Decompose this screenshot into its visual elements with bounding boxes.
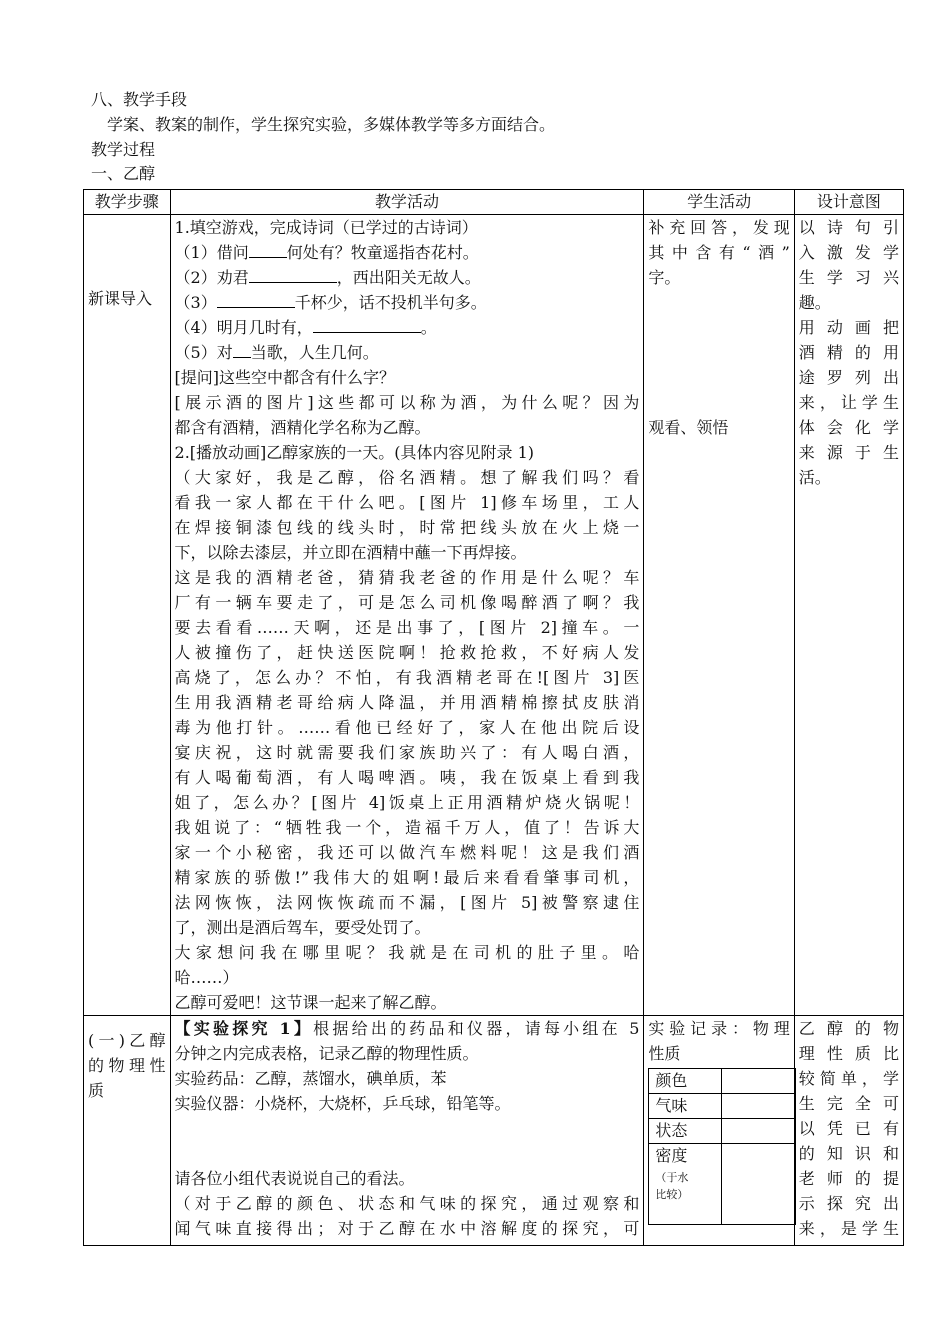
story-line: 大家想问我在哪里呢？我就是在司机的肚子里。哈 (174, 943, 640, 962)
story-line: 姐了，怎么办？[图片 4]饭桌上正用酒精炉烧火锅呢！ (174, 793, 640, 812)
student-line: 观看、领悟 (648, 418, 729, 437)
story-line: 要去看看……天啊，还是出事了，[图片 2]撞车。一 (174, 618, 640, 637)
intent-line: 趣。 (798, 293, 831, 312)
story-line: 宴庆祝，这时就需要我们家族助兴了：有人喝白酒， (174, 743, 640, 762)
activity-line: 2.[播放动画]乙醇家族的一天。(具体内容见附录 1) (174, 443, 535, 462)
student-line: 性质 (648, 1044, 681, 1063)
record-label: 状态 (649, 1119, 722, 1144)
record-value[interactable] (722, 1094, 796, 1119)
intent-line: 以凭已有 (798, 1119, 899, 1138)
story-line: 人被撞伤了，赶快送医院啊！抢救抢救，不好病人发 (174, 643, 640, 662)
activity-cell (170, 1016, 644, 1246)
activity-line: [展示酒的图片]这些都可以称为酒，为什么呢？因为 (174, 393, 640, 412)
record-value[interactable] (722, 1119, 796, 1144)
activity-cell (170, 215, 644, 1016)
activity-line: （对于乙醇的颜色、状态和气味的探究，通过观察和 (174, 1194, 640, 1213)
fill-blank (249, 265, 337, 283)
table-row-intro (84, 215, 904, 1016)
story-line: 高烧了，怎么办？不怕，有我酒精老哥在![图片 3]医 (174, 668, 640, 687)
story-line: 我姐说了：“牺牲我一个，造福千万人，值了！告诉大 (174, 818, 640, 837)
activity-line: 乙醇可爱吧！这节课一起来了解乙醇。 (174, 993, 447, 1012)
story-line: 生用我酒精老哥给病人降温，并用酒精棉擦拭皮肤消 (174, 693, 640, 712)
record-row (649, 1094, 796, 1119)
lesson-plan-table (83, 189, 904, 1246)
density-note: 比较） (655, 1188, 689, 1201)
record-row (649, 1069, 796, 1094)
story-line: 看我一家人都在干什么吧。[图片 1]修车场里，工人 (174, 493, 640, 512)
intent-line: 老师的提 (798, 1169, 899, 1188)
story-line: 哈……） (174, 968, 239, 987)
intent-line: 生学习兴 (798, 268, 899, 287)
record-value[interactable] (722, 1144, 796, 1225)
intent-cell (794, 215, 903, 1016)
step-cell (84, 1016, 171, 1246)
step-label-line: 的物理性 (88, 1056, 166, 1075)
activity-line: 闻气味直接得出；对于乙醇在水中溶解度的探究，可 (174, 1219, 640, 1238)
story-line: 在焊接铜漆包线的线头时，时常把线头放在火上烧一 (174, 518, 640, 537)
intent-line: 来源于生 (798, 443, 899, 462)
intent-line: 来，是学生 (798, 1219, 899, 1238)
story-line: 这是我的酒精老爸，猜猜我老爸的作用是什么呢？车 (174, 568, 640, 587)
record-label: 密度 （于水 比较） (649, 1144, 722, 1225)
story-line: （大家好，我是乙醇，俗名酒精。想了解我们吗？看 (174, 468, 640, 487)
record-row (649, 1119, 796, 1144)
poem-question-1: （1）借问 何处有？牧童遥指杏花村。 (175, 240, 640, 265)
poem-question-5: （5）对 当歌，人生几何。 (175, 340, 640, 365)
intent-line: 用动画把 (798, 318, 899, 337)
story-line: 下，以除去漆层，并立即在酒精中蘸一下再焊接。 (174, 543, 527, 562)
section-ethanol-title: 一、乙醇 (91, 164, 156, 183)
activity-line: 都含有酒精，酒精化学名称为乙醇。 (174, 418, 431, 437)
student-cell (644, 215, 794, 1016)
section-heading-teaching-means: 八、教学手段 (91, 90, 188, 109)
student-cell (644, 1016, 794, 1246)
record-label: 颜色 (649, 1069, 722, 1094)
fill-blank (233, 340, 251, 358)
fill-blank (217, 290, 295, 308)
header-intent: 设计意图 (794, 190, 903, 215)
step-label-line: (一)乙醇 (88, 1031, 166, 1050)
intent-line: 途罗列出 (798, 368, 899, 387)
student-line: 其中含有“酒” (648, 243, 790, 262)
intent-line: 以诗句引 (798, 218, 899, 237)
intent-line: 较简单，学 (798, 1069, 899, 1088)
intent-line: 生完全可 (798, 1094, 899, 1113)
student-line: 补充回答，发现 (648, 218, 790, 237)
activity-line: 请各位小组代表说说自己的看法。 (174, 1169, 415, 1188)
intent-line: 入激发学 (798, 243, 899, 262)
step-label: 新课导入 (88, 289, 153, 308)
intent-line: 理性质比 (798, 1044, 899, 1063)
teaching-means-text: 学案、教案的制作，学生探究实验，多媒体教学等多方面结合。 (107, 115, 556, 134)
intent-line: 的知识和 (798, 1144, 899, 1163)
intent-line: 乙醇的物 (798, 1019, 899, 1038)
fill-blank (313, 315, 421, 333)
poem-question-3: （3） 千杯少，话不投机半句多。 (175, 290, 640, 315)
story-line: 了，测出是酒后驾车，要受处罚了。 (174, 918, 431, 937)
step-label-line: 质 (88, 1081, 105, 1100)
header-student: 学生活动 (644, 190, 794, 215)
intent-line: 来，让学生 (798, 393, 899, 412)
student-line: 实验记录：物理 (648, 1019, 790, 1038)
teaching-process-title: 教学过程 (91, 140, 156, 159)
intent-cell (794, 1016, 903, 1246)
intent-line: 示探究出 (798, 1194, 899, 1213)
intent-line: 酒精的用 (798, 343, 899, 362)
student-line: 字。 (648, 268, 681, 287)
story-line: 厂有一辆车要走了，可是怎么司机像喝醉酒了啊？我 (174, 593, 640, 612)
record-value[interactable] (722, 1069, 796, 1094)
record-label: 气味 (649, 1094, 722, 1119)
story-line: 精家族的骄傲!”我伟大的姐啊!最后来看看肇事司机， (174, 868, 640, 887)
table-row-physical-properties (84, 1016, 904, 1246)
table-header-row (84, 190, 904, 215)
record-table (648, 1068, 796, 1225)
story-line: 家一个小秘密，我还可以做汽车燃料呢！这是我们酒 (174, 843, 640, 862)
story-line: 法网恢恢，法网恢恢疏而不漏，[图片 5]被警察逮住 (174, 893, 640, 912)
activity-line: 分钟之内完成表格，记录乙醇的物理性质。 (174, 1044, 479, 1063)
activity-line: 【实验探究 1】根据给出的药品和仪器，请每小组在 5 (174, 1019, 640, 1038)
poem-question-4: （4）明月几时有， 。 (175, 315, 640, 340)
record-row (649, 1144, 796, 1225)
story-line: 有人喝葡萄酒，有人喝啤酒。咦，我在饭桌上看到我 (174, 768, 640, 787)
intent-line: 体会化学 (798, 418, 899, 437)
fill-blank (249, 240, 287, 258)
intent-line: 活。 (798, 468, 831, 487)
story-line: 毒为他打针。……看他已经好了，家人在他出院后设 (174, 718, 640, 737)
step-cell (84, 215, 171, 1016)
poem-question-2: （2）劝君 ，西出阳关无故人。 (175, 265, 640, 290)
header-activity: 教学活动 (170, 190, 644, 215)
activity-line: 实验仪器：小烧杯，大烧杯，乒乓球，铅笔等。 (174, 1094, 511, 1113)
density-note: （于水 (655, 1171, 689, 1184)
header-step: 教学步骤 (84, 190, 171, 215)
activity-line: [提问]这些空中都含有什么字？ (174, 368, 396, 387)
activity-line: 1.填空游戏，完成诗词（已学过的古诗词） (174, 218, 478, 237)
activity-line: 实验药品：乙醇，蒸馏水，碘单质，苯 (174, 1069, 447, 1088)
